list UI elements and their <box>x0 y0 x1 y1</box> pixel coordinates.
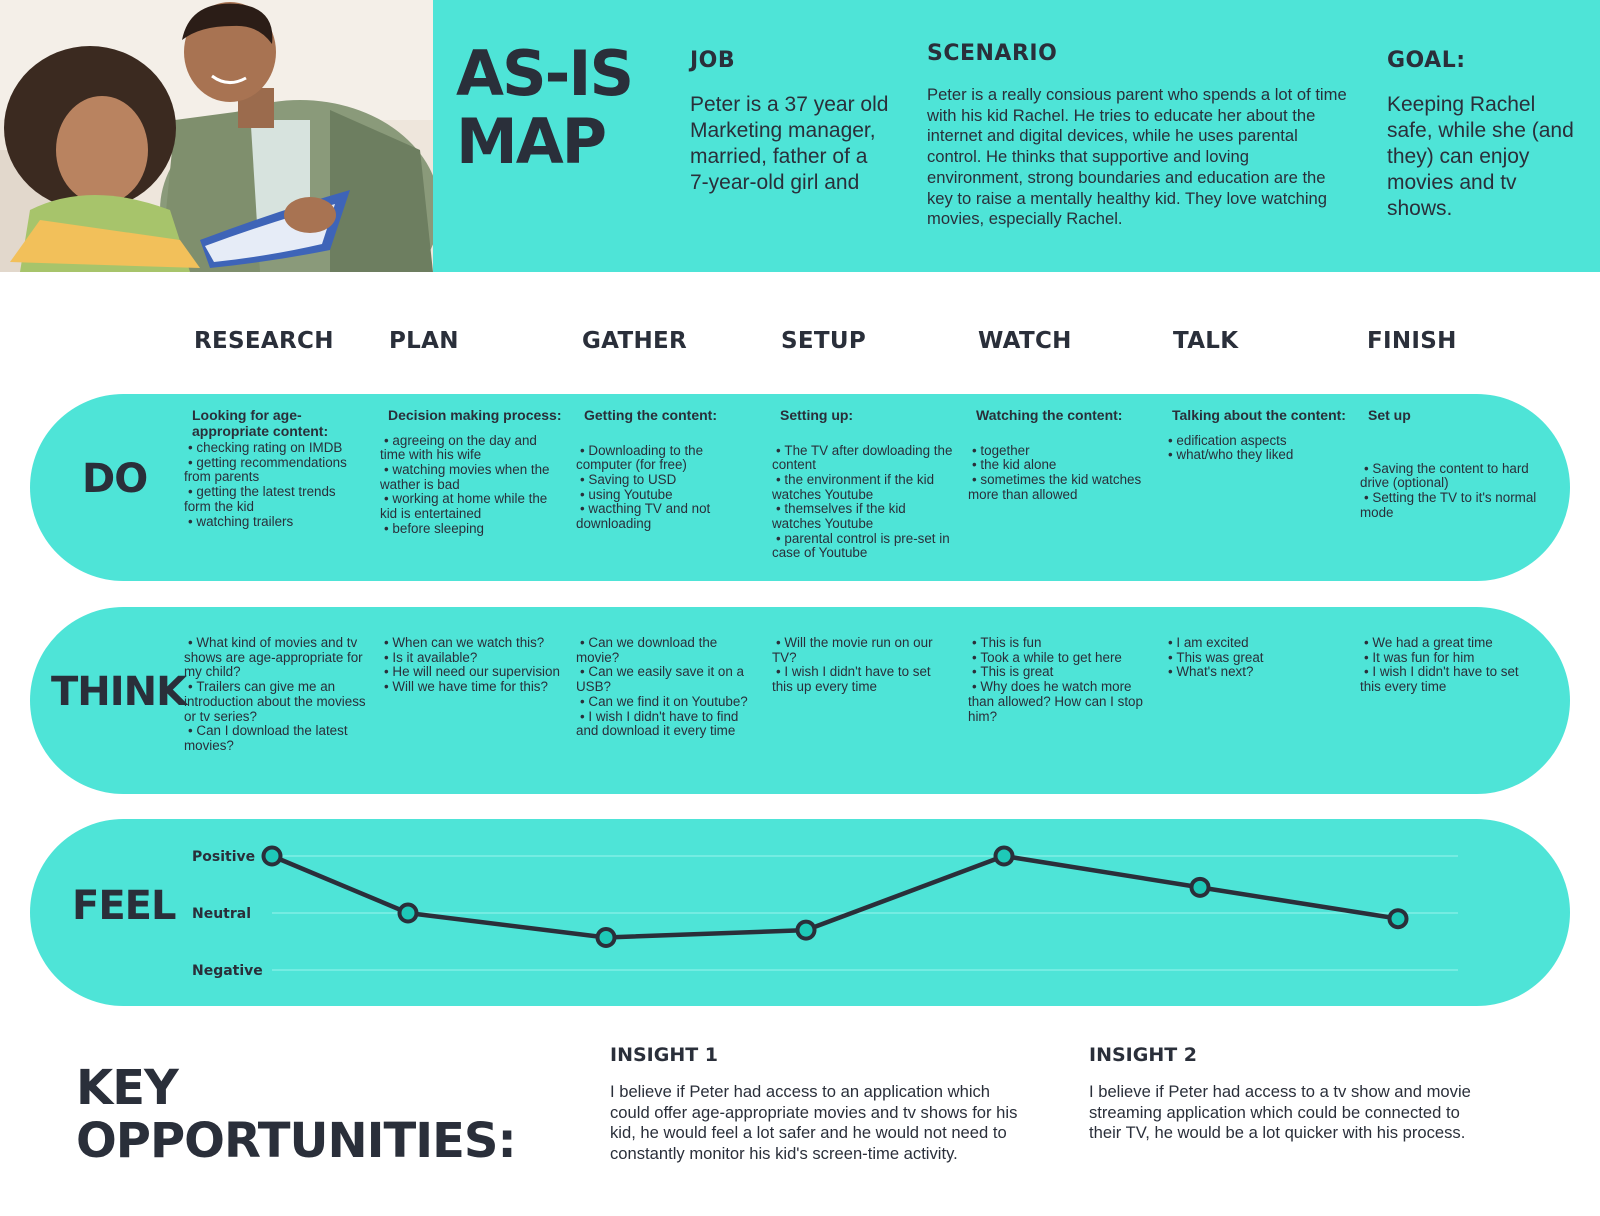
think-list-item: • Is it available? <box>380 651 562 666</box>
do-list-item: • the environment if the kid watches Youtube <box>772 473 954 502</box>
do-cell-setup <box>772 408 954 561</box>
feel-lane <box>30 819 1570 1006</box>
think-list-item: • Can I download the latest movies? <box>184 724 366 753</box>
do-cell-heading: Set up <box>1368 407 1411 423</box>
header-banner <box>0 0 1600 272</box>
think-list-item: • I wish I didn't have to set this up every time <box>772 665 954 694</box>
do-list-item: • Setting the TV to it's normal mode <box>1360 491 1542 520</box>
do-list-item: • before sleeping <box>380 522 562 537</box>
think-cell-list <box>1360 636 1542 695</box>
do-list-item: • Downloading to the computer (for free) <box>576 444 758 473</box>
think-list-item: • Why does he watch more than allowed? How can I stop him? <box>968 680 1150 724</box>
do-cell-heading: Talking about the content: <box>1172 407 1346 423</box>
feel-point-talk <box>1192 879 1209 896</box>
do-list-item: • getting recommendations from parents <box>184 456 366 485</box>
do-list-item: • watching trailers <box>184 515 366 530</box>
stage-gather: GATHER <box>582 328 688 354</box>
do-list-item: • working at home while the kid is entertained <box>380 492 562 521</box>
do-cell-plan <box>380 408 562 536</box>
think-lane <box>30 607 1570 794</box>
think-list-item: • Can we download the movie? <box>576 636 758 665</box>
scenario-label: SCENARIO <box>927 41 1058 66</box>
feel-point-setup <box>798 922 815 939</box>
think-list-item: • He will need our supervision <box>380 665 562 680</box>
think-list-item: • When can we watch this? <box>380 636 562 651</box>
think-list-item: • What kind of movies and tv shows are age-appropriate for my child? <box>184 636 366 680</box>
do-cell-list <box>968 444 1150 503</box>
think-cell-list <box>772 636 954 695</box>
think-list-item: • This is fun <box>968 636 1150 651</box>
do-cell-heading: Getting the content: <box>584 407 717 423</box>
stage-talk: TALK <box>1173 328 1239 354</box>
think-cell-list <box>380 636 562 695</box>
think-list-item: • This is great <box>968 665 1150 680</box>
think-cell-talk <box>1164 636 1346 680</box>
do-list-item: • checking rating on IMDB <box>184 441 366 456</box>
think-cell-setup <box>772 636 954 695</box>
think-cell-list <box>1164 636 1346 680</box>
do-cell-talk <box>1164 408 1346 463</box>
think-label: THINK <box>51 669 187 715</box>
do-list-item: • what/who they liked <box>1164 448 1346 463</box>
think-list-item: • Will the movie run on our TV? <box>772 636 954 665</box>
job-label: JOB <box>690 48 736 73</box>
feel-point-finish <box>1390 910 1407 927</box>
do-list-item: • The TV after dowloading the content <box>772 444 954 473</box>
think-list-item: • It was fun for him <box>1360 651 1542 666</box>
do-cell-list <box>1164 434 1346 463</box>
goal-label: GOAL: <box>1387 48 1466 73</box>
stage-watch: WATCH <box>978 328 1072 354</box>
do-cell-list <box>1360 462 1542 521</box>
do-list-item: • getting the latest trends form the kid <box>184 485 366 514</box>
think-cell-watch <box>968 636 1150 724</box>
feel-level-negative: Negative <box>192 963 263 979</box>
scenario-text: Peter is a really consious parent who spends a lot of time with his kid Rachel. He tries to educate her about the internet and digital devices, while he uses parental control. He thinks that supportive and loving environment, strong boundaries and education are the key to raise a mentally healthy kid. They love watching movies, especially Rachel. <box>927 85 1347 229</box>
feel-line <box>272 856 1398 938</box>
do-cell-heading: Looking for age-appropriate content: <box>192 407 329 439</box>
do-cell-heading: Setting up: <box>780 407 854 423</box>
do-cell-list <box>576 444 758 532</box>
think-list-item: • I wish I didn't have to set this every time <box>1360 665 1542 694</box>
do-list-item: • sometimes the kid watches more than allowed <box>968 473 1150 502</box>
do-list-item: • the kid alone <box>968 458 1150 473</box>
do-cell-research <box>184 408 366 529</box>
feel-point-watch <box>996 848 1013 865</box>
do-cell-list <box>380 434 562 537</box>
think-cell-research <box>184 636 366 754</box>
do-cell-heading: Watching the content: <box>976 407 1123 423</box>
feel-point-plan <box>400 905 417 922</box>
father-daughter-photo <box>0 0 433 272</box>
think-list-item: • Trailers can give me an introduction about the moviess or tv series? <box>184 680 366 724</box>
feel-point-gather <box>598 929 615 946</box>
insight-1-text: I believe if Peter had access to an application which could offer age-appropriate movies and tv shows for his kid, he would feel a lot safer and he would not need to constantly monitor his kid's screen-time activity. <box>610 1082 1018 1164</box>
think-list-item: • We had a great time <box>1360 636 1542 651</box>
key-opportunities-title: KEY OPPORTUNITIES: <box>76 1060 516 1169</box>
map-title: AS-IS MAP <box>456 37 633 178</box>
think-cell-plan <box>380 636 562 695</box>
do-cell-list <box>184 441 366 529</box>
stage-research: RESEARCH <box>194 328 334 354</box>
do-cell-heading: Decision making process: <box>388 407 562 423</box>
job-text: Peter is a 37 year old Marketing manager, married, father of a 7-year-old girl and <box>690 93 889 194</box>
think-list-item: • Took a while to get here <box>968 651 1150 666</box>
think-cell-gather <box>576 636 758 739</box>
feel-level-positive: Positive <box>192 849 256 865</box>
do-cell-finish <box>1360 408 1542 520</box>
think-list-item: • I am excited <box>1164 636 1346 651</box>
do-list-item: • Saving the content to hard drive (optional) <box>1360 462 1542 491</box>
do-list-item: • together <box>968 444 1150 459</box>
think-cell-list <box>184 636 366 754</box>
do-list-item: • wacthing TV and not downloading <box>576 502 758 531</box>
think-list-item: • What's next? <box>1164 665 1346 680</box>
do-list-item: • edification aspects <box>1164 434 1346 449</box>
insight-1-label: INSIGHT 1 <box>610 1044 719 1066</box>
do-list-item: • watching movies when the wather is bad <box>380 463 562 492</box>
do-list-item: • themselves if the kid watches Youtube <box>772 502 954 531</box>
stage-setup: SETUP <box>781 328 866 354</box>
feel-level-neutral: Neutral <box>192 906 252 922</box>
think-list-item: • I wish I didn't have to find and download it every time <box>576 710 758 739</box>
insight-2-text: I believe if Peter had access to a tv show and movie streaming application which could be connected to their TV, he would be a lot quicker with his process. <box>1089 1082 1471 1143</box>
do-list-item: • agreeing on the day and time with his wife <box>380 434 562 463</box>
think-cell-list <box>576 636 758 739</box>
do-list-item: • Saving to USD <box>576 473 758 488</box>
do-lane <box>30 394 1570 581</box>
do-cell-list <box>772 444 954 562</box>
do-list-item: • parental control is pre-set in case of Youtube <box>772 532 954 561</box>
do-cell-watch <box>968 408 1150 502</box>
do-cell-gather <box>576 408 758 532</box>
insight-2-label: INSIGHT 2 <box>1089 1044 1198 1066</box>
think-list-item: • Can we find it on Youtube? <box>576 695 758 710</box>
think-cell-finish <box>1360 636 1542 695</box>
do-list-item: • using Youtube <box>576 488 758 503</box>
feel-label: FEEL <box>72 883 176 929</box>
think-list-item: • Can we easily save it on a USB? <box>576 665 758 694</box>
stage-finish: FINISH <box>1367 328 1457 354</box>
think-list-item: • Will we have time for this? <box>380 680 562 695</box>
goal-text: Keeping Rachel safe, while she (and they) can enjoy movies and tv shows. <box>1387 93 1574 220</box>
feel-chart <box>30 819 1570 1006</box>
do-label: DO <box>82 456 148 502</box>
think-list-item: • This was great <box>1164 651 1346 666</box>
think-cell-list <box>968 636 1150 724</box>
stage-plan: PLAN <box>389 328 459 354</box>
feel-point-research <box>264 848 281 865</box>
